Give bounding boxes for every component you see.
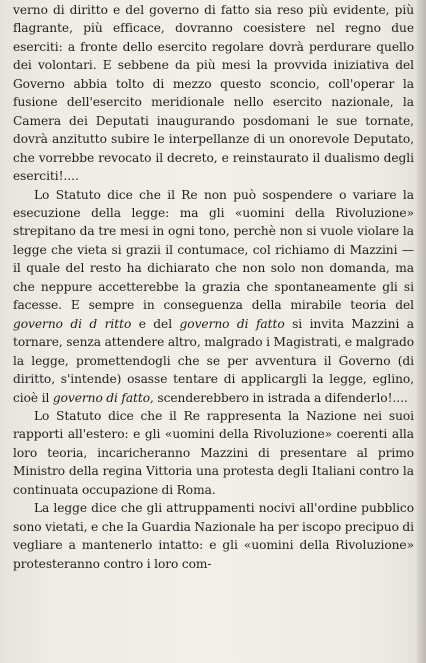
italic-phrase: governo di fatto [52,390,151,405]
page-gutter-shadow [417,0,426,663]
italic-phrase: governo di d ritto [13,316,132,331]
text-run: verno di diritto e del governo di fatto sia reso più evidente, più flagrante, più efficace, dovranno coesistere nel regno due eserciti: a fronte dello esercito regolare dovrà perdurare quello dei volontari. E sebbene da più mesi la provvida iniziativa del Governo abbia tolto di mezzo questo sconcio, coll'operar la fusione dell'esercito meridionale nello esercito nazionale, la Camera dei Deputati inaugurando posdomani le sue tornate, dovrà anzitutto subire le interpellanze di un onorevole Deputato, che vorrebbe revocato il decreto, e reinstaurato il dualismo degli eserciti!.... [13,3,414,184]
paragraph-1 [13,1,414,186]
page-text [13,1,414,573]
text-run: si invita Mazzini a tornare, senza attendere altro, malgrado i Magistrati, e malgrado la legge, promettendogli che se per avventura il Governo (di diritto, s'intende) osasse tentare di applicargli la legge, eglino, cioè il [13,316,414,405]
text-run: Lo Statuto dice che il Re non può sospendere o variare la esecuzione della legge: ma gli «uomini della Rivoluzione» strepitano da tre mesi in ogni tono, perchè non si vuole violare la legge che vieta si grazii il contumace, col richiamo di Mazzini — il quale del resto ha dichiarato che non solo non domanda, ma che neppure accetterebbe la grazia che spontaneamente gli si facesse. E sempre in conseguenza della mirabile teoria del [13,187,414,313]
italic-phrase: governo di fatto [179,316,285,331]
text-run: Lo Statuto dice che il Re rappresenta la Nazione nei suoi rapporti all'estero: e gli «uomini della Rivoluzione» coerenti alla loro teoria, incaricheranno Mazzini di presentare al primo Ministro della regina Vittoria una protesta degli Italiani contro la continuata occupazione di Roma. [13,408,414,497]
text-run: La legge dice che gli attruppamenti nocivi all'ordine pubblico sono vietati, e che la Guardia Nazionale ha per iscopo precipuo di vegliare a mantenerlo intatto: e gli «uomini della Rivoluzione» protesteranno contro i loro com- [13,501,415,571]
text-run: , scenderebbero in istrada a difenderlo!.... [150,390,408,405]
text-run: e del [131,316,180,331]
paragraph-4 [13,499,414,573]
paragraph-3 [13,407,414,499]
paragraph-2 [13,186,414,407]
